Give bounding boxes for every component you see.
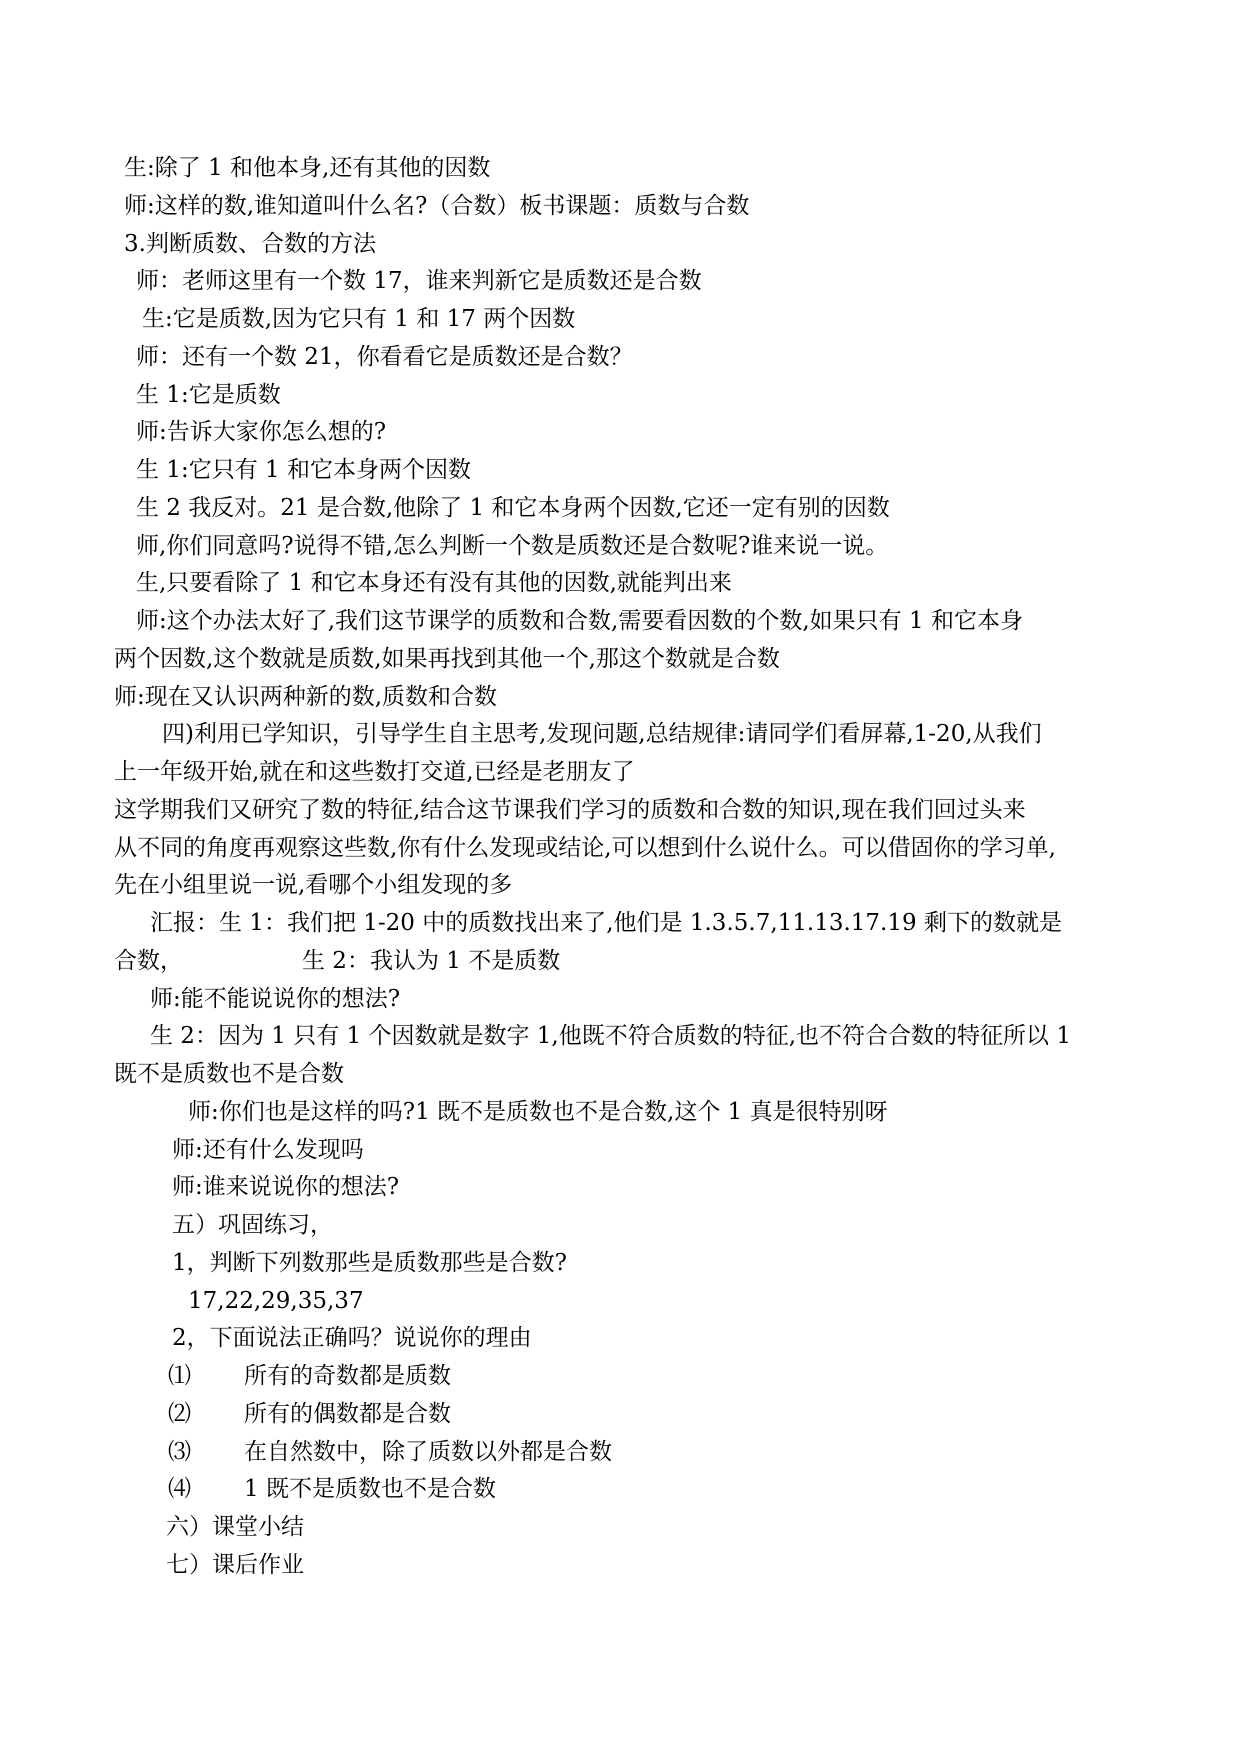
text-line: 师:谁来说说你的想法? (172, 1174, 400, 1200)
text-line: 上一年级开始,就在和这些数打交道,已经是老朋友了 (114, 759, 635, 785)
text-line: 生:它是质数,因为它只有 1 和 17 两个因数 (142, 306, 576, 332)
text-line: 先在小组里说一说,看哪个小组发现的多 (114, 872, 513, 898)
list-marker: ⑷ (168, 1476, 191, 1502)
text-line: 1，判断下列数那些是质数那些是合数? (172, 1250, 567, 1276)
text-line: 生 2：因为 1 只有 1 个因数就是数字 1,他既不符合质数的特征,也不符合合数的特征所以 1 (150, 1023, 1071, 1049)
text-line: 生 2 我反对。21 是合数,他除了 1 和它本身两个因数,它还一定有别的因数 (136, 495, 890, 521)
text-line: 2，下面说法正确吗？说说你的理由 (172, 1325, 532, 1351)
text-line: 师：还有一个数 21，你看看它是质数还是合数？ (136, 344, 633, 370)
text-line: 生,只要看除了 1 和它本身还有没有其他的因数,就能判出来 (136, 570, 732, 596)
text-line: 六）课堂小结 (166, 1514, 304, 1540)
list-item-text: 1 既不是质数也不是合数 (244, 1476, 496, 1502)
text-line: 合数， (114, 948, 183, 974)
text-line: 七）课后作业 (166, 1552, 304, 1578)
list-item-text: 所有的奇数都是质数 (244, 1363, 451, 1389)
text-line: 两个因数,这个数就是质数,如果再找到其他一个,那这个数就是合数 (114, 646, 780, 672)
text-line: 这学期我们又研究了数的特征,结合这节课我们学习的质数和合数的知识,现在我们回过头来 (114, 797, 1026, 823)
text-line: 生 1:它是质数 (136, 382, 281, 408)
text-line: 生 1:它只有 1 和它本身两个因数 (136, 457, 471, 483)
text-line: 生 2：我认为 1 不是质数 (302, 948, 561, 974)
text-line: 四)利用已学知识，引导学生自主思考,发现问题,总结规律:请同学们看屏幕,1-20,从我们 (162, 721, 1042, 747)
text-line: 师:现在又认识两种新的数,质数和合数 (114, 684, 498, 710)
text-line: 师:这样的数,谁知道叫什么名?（合数）板书课题：质数与合数 (124, 193, 750, 219)
text-line: 师:还有什么发现吗 (172, 1137, 364, 1163)
text-line: 师:告诉大家你怎么想的? (136, 419, 387, 445)
list-marker: ⑶ (168, 1439, 191, 1465)
list-marker: ⑴ (168, 1363, 191, 1389)
text-line: 师:这个办法太好了,我们这节课学的质数和合数,需要看因数的个数,如果只有 1 和它本身 (136, 608, 1023, 634)
list-marker: ⑵ (168, 1401, 191, 1427)
list-item-text: 在自然数中，除了质数以外都是合数 (244, 1439, 612, 1465)
text-line: 3.判断质数、合数的方法 (124, 231, 376, 257)
text-line: 师:能不能说说你的想法? (150, 986, 401, 1012)
text-line: 17,22,29,35,37 (188, 1288, 364, 1314)
text-line: 师,你们同意吗?说得不错,怎么判断一个数是质数还是合数呢?谁来说一说。 (136, 533, 889, 559)
text-line: 从不同的角度再观察这些数,你有什么发现或结论,可以想到什么说什么。可以借固你的学习单, (114, 835, 1056, 861)
text-line: 汇报：生 1：我们把 1-20 中的质数找出来了,他们是 1.3.5.7,11.13.17.19 剩下的数就是 (150, 910, 1062, 936)
text-line: 五）巩固练习， (172, 1212, 333, 1238)
list-item-text: 所有的偶数都是合数 (244, 1401, 451, 1427)
text-line: 既不是质数也不是合数 (114, 1061, 344, 1087)
text-line: 师:你们也是这样的吗?1 既不是质数也不是合数,这个 1 真是很特别呀 (188, 1099, 888, 1125)
text-line: 师：老师这里有一个数 17，谁来判新它是质数还是合数 (136, 268, 702, 294)
text-line: 生:除了 1 和他本身,还有其他的因数 (124, 155, 491, 181)
